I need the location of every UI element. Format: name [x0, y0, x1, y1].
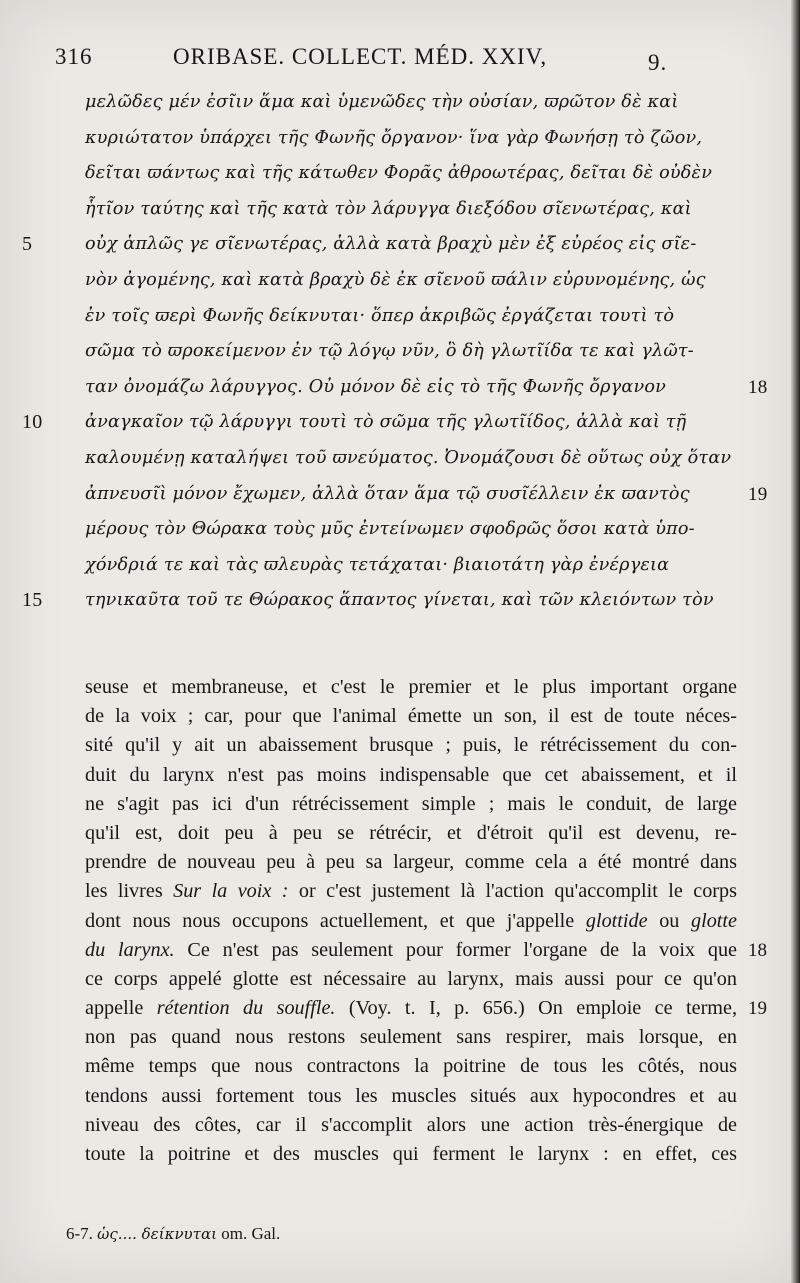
page-edge-shadow: [791, 0, 800, 1283]
french-line: non pas quand nous restons seulement sans respirer, mais lorsque, en: [85, 1026, 737, 1049]
greek-line: ἧτῖον ταύτης καὶ τῆς κατὰ τὸν λάρυγγα διεξόδου σῖενωτέρας, καὶ: [85, 198, 692, 219]
greek-line: κυριώτατον ὑπάρχει τῆς Φωνῆς ὄργανον· ἵνα γὰρ Φωνήσῃ τὸ ζῶον,: [85, 127, 703, 148]
french-line: appelle rétention du souffle. (Voy. t. I, p. 656.) On emploie ce terme, 19: [85, 994, 737, 1023]
french-line: prendre de nouveau peu à peu sa largeur, comme cela a été montré dans: [85, 851, 737, 874]
greek-line: ἀπνευσῖὶ μόνον ἔχωμεν, ἀλλὰ ὅταν ἅμα τῷ συσῖέλλειν ἐκ ϖαντὸς 19: [85, 477, 735, 513]
french-line: niveau des côtes, car il s'accomplit alors une action très-énergique de: [85, 1113, 737, 1136]
book-title: Sur la voix :: [173, 880, 289, 903]
greek-line: νὸν ἀγομένης, καὶ κατὰ βραχὺ δὲ ἐκ σῖενοῦ ϖάλιν εὐρυνομένης, ὡς: [85, 269, 706, 290]
french-line: du larynx. Ce n'est pas seulement pour former l'organe de la voix que 18: [85, 936, 737, 965]
greek-line: χόνδριά τε καὶ τὰς ϖλευρὰς τετάχαται· βιαιοτάτη γὰρ ἐνέργεια: [85, 554, 670, 575]
french-line: ne s'agit pas ici d'un rétrécissement simple ; mais le conduit, de large: [85, 792, 737, 815]
french-line: les livres Sur la voix : or c'est justement là l'action qu'accomplit le corps: [85, 880, 737, 903]
french-line: tendons aussi fortement tous les muscles situés aux hypocondres et au: [85, 1084, 737, 1107]
margin-number: 19: [748, 483, 768, 505]
term-glottide: glottide: [585, 909, 648, 932]
french-line: sité qu'il y ait un abaissement brusque ; puis, le rétrécissement du con-: [85, 734, 737, 757]
french-line: duit du larynx n'est pas moins indispensable que cet abaissement, et il: [85, 763, 737, 786]
margin-number: 18: [748, 376, 768, 398]
footnote-greek: ὡς.... δείκνυται: [97, 1225, 217, 1243]
line-number: 15: [22, 589, 43, 612]
french-line: ce corps appelé glotte est nécessaire au larynx, mais aussi pour ce qu'on: [85, 967, 737, 990]
greek-line: ἐν τοῖς ϖερὶ Φωνῆς δείκνυται· ὅπερ ἀκριβῶς ἐργάζεται τουτὶ τὸ: [85, 305, 675, 326]
french-line: même temps que nous contractons la poitrine de tous les côtés, nous: [85, 1055, 737, 1078]
footnote-ref: 6-7.: [66, 1224, 93, 1243]
french-line: qu'il est, doit peu à peu se rétrécir, et d'étroit qu'il est devenu, re-: [85, 821, 737, 844]
greek-line: δεῖται ϖάντως καὶ τῆς κάτωθεν Φορᾶς ἀθροωτέρας, δεῖται δὲ οὐδὲν: [85, 163, 713, 184]
french-line: de la voix ; car, pour que l'animal émette un son, il est de toute néces-: [85, 705, 737, 728]
french-translation-block: [85, 673, 767, 1169]
greek-line: 15 τηνικαῦτα τοῦ τε Θώρακος ἅπαντος γίνεται, καὶ τῶν κλειόντων τὸν: [85, 583, 735, 619]
margin-number: 19: [748, 998, 767, 1020]
term-retention-du-souffle: rétention du souffle.: [156, 997, 336, 1020]
greek-line: μέρους τὸν Θώρακα τοὺς μῦς ἐντείνωμεν σφοδρῶς ὅσοι κατὰ ὑπο-: [85, 519, 695, 540]
greek-line: μελῶδες μέν ἐσῖιν ἅμα καὶ ὑμενῶδες τὴν οὐσίαν, ϖρῶτον δὲ καὶ: [85, 92, 679, 112]
running-title: ORIBASE. COLLECT. MÉD. XXIV,: [173, 44, 548, 69]
chapter-number: 9.: [648, 50, 668, 75]
greek-line: σῶμα τὸ ϖροκείμενον ἐν τῷ λόγῳ νῦν, ὃ δὴ γλωτῖίδα τε καὶ γλῶτ-: [85, 341, 694, 362]
greek-line: καλουμένῃ καταλήψει τοῦ ϖνεύματος. Ὀνομάζουσι δὲ οὕτως οὐχ ὅταν: [85, 447, 732, 468]
french-line: dont nous nous occupons actuellement, et que j'appelle glottide ou glotte: [85, 909, 737, 932]
term-du-larynx: du larynx.: [85, 938, 175, 961]
greek-line: 10 ἀναγκαῖον τῷ λάρυγγι τουτὶ τὸ σῶμα τῆς γλωτῖίδος, ἀλλὰ καὶ τῇ: [85, 405, 735, 441]
line-number: 5: [22, 233, 33, 256]
footnote: [66, 1224, 280, 1244]
footnote-note: om. Gal.: [221, 1224, 281, 1243]
greek-line: 5 οὐχ ἁπλῶς γε σῖενωτέρας, ἀλλὰ κατὰ βραχὺ μὲν ἐξ εὐρέος εἰς σῖε-: [85, 227, 735, 263]
term-glotte: glotte: [691, 909, 737, 932]
french-line: seuse et membraneuse, et c'est le premier et le plus important organe: [85, 676, 737, 698]
line-number: 10: [22, 411, 43, 434]
page-number: 316: [55, 44, 93, 69]
margin-number: 18: [748, 939, 767, 961]
french-line: toute la poitrine et des muscles qui ferment le larynx : en effet, ces: [85, 1143, 737, 1165]
greek-text-block: [22, 85, 768, 619]
greek-line: ταν ὀνομάζω λάρυγγος. Οὐ μόνον δὲ εἰς τὸ τῆς Φωνῆς ὄργανον 18: [85, 370, 735, 406]
